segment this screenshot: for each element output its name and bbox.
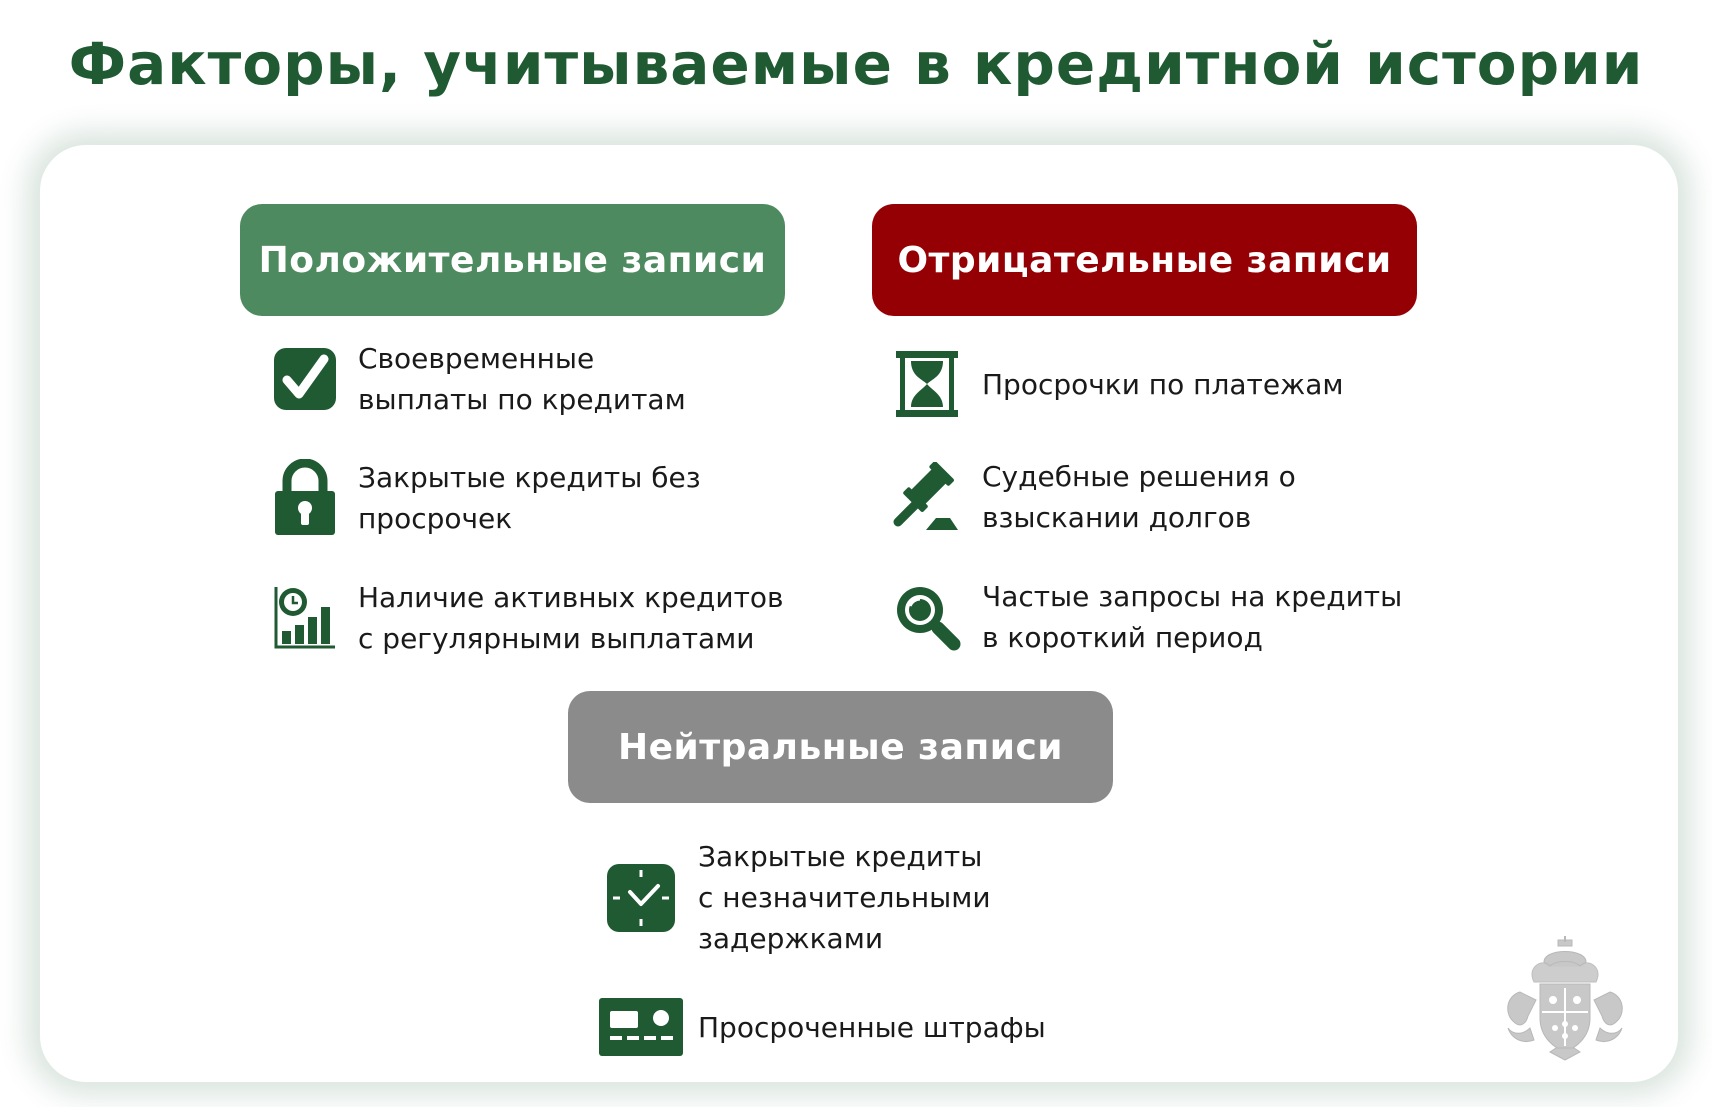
positive-item-text: Наличие активных кредитов с регулярными выплатами [358,581,784,655]
positive-item-text: Своевременные выплаты по кредитам [358,342,686,416]
neutral-item-text: Закрытые кредиты с незначительными задержками [698,840,991,955]
checkmark-icon [272,345,338,413]
negative-item-text: Судебные решения о взыскании долгов [982,460,1296,534]
neutral-records-header: Нейтральные записи [568,691,1113,803]
neutral-item-minor-delays [598,836,991,959]
negative-item-frequent-requests [892,576,1402,658]
neutral-item-overdue-fines [598,991,1046,1063]
padlock-icon [272,464,338,532]
negative-item-overdue-payments [892,348,1344,420]
negative-item-text: Просрочки по платежам [982,367,1344,401]
bar-chart-clock-icon [272,584,338,652]
positive-records-header: Положительные записи [240,204,785,316]
coat-of-arms-icon [1500,936,1630,1062]
magnifier-icon [892,581,962,653]
hourglass-icon [892,348,962,420]
negative-item-text: Частые запросы на кредиты в короткий период [982,580,1403,654]
negative-item-court-decisions [892,456,1296,538]
clock-icon [598,862,684,934]
gavel-icon [892,461,962,533]
negative-records-header: Отрицательные записи [872,204,1417,316]
positive-item-active-loans [272,577,784,659]
page-title: Факторы, учитываемые в кредитной истории [68,30,1644,98]
positive-item-timely-payments [272,338,686,420]
positive-item-text: Закрытые кредиты без просрочек [358,461,701,535]
fine-card-icon [598,991,684,1063]
neutral-item-text: Просроченные штрафы [698,1010,1046,1044]
positive-item-closed-loans [272,457,701,539]
